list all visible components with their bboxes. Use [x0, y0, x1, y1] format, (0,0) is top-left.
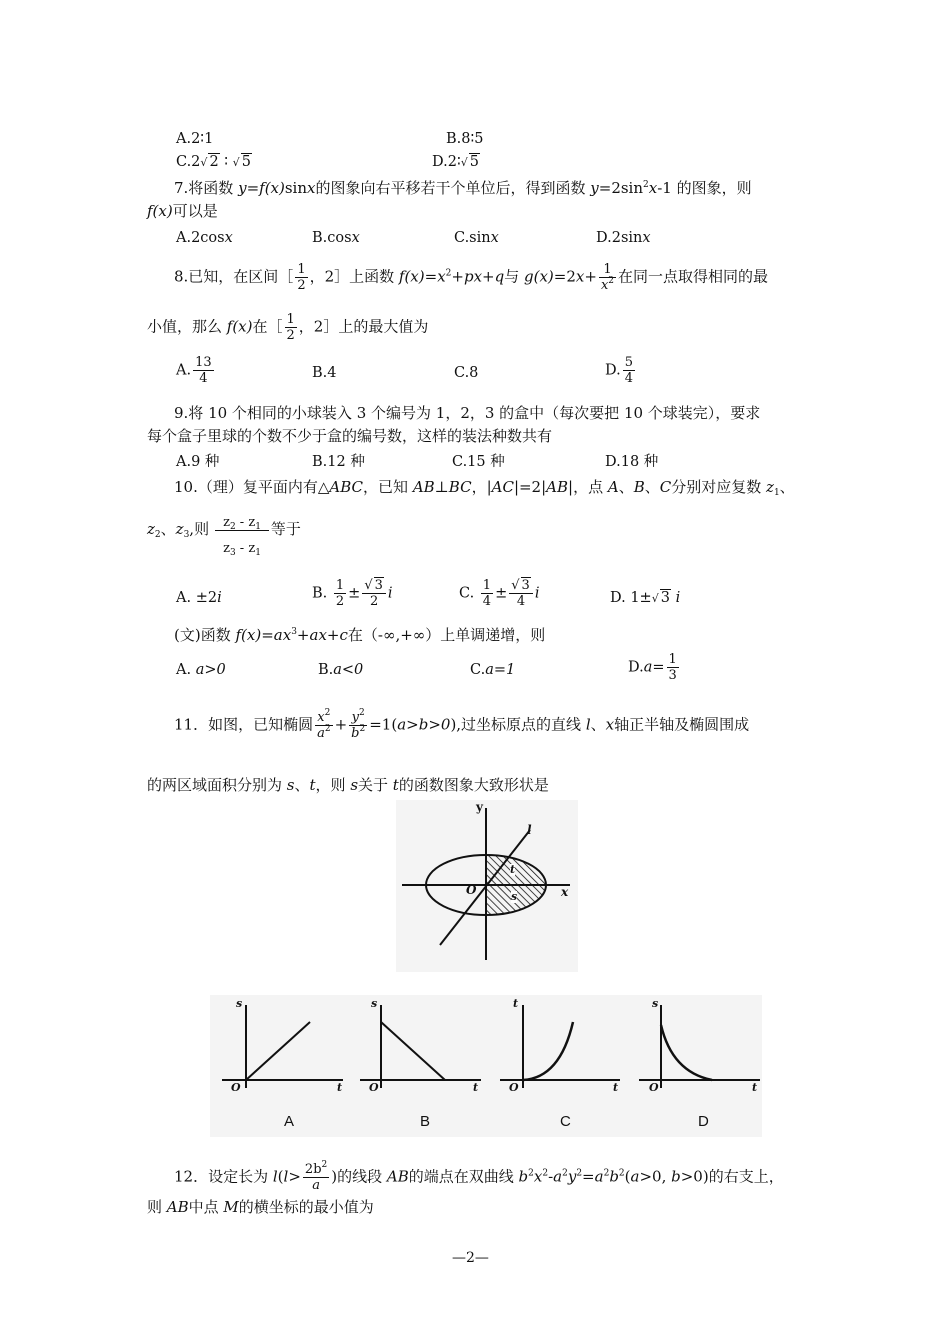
graph-d-label-s: s	[652, 997, 659, 1010]
graph-a-caption: A	[284, 1113, 295, 1130]
q10-wen-stem: (文)函数 $f(x)=ax^3+ax+c$在（-∞,+∞）上单调递增，则	[174, 626, 546, 644]
graph-a-label-s: s	[236, 997, 243, 1010]
q7-stem-line1: 7.将函数 y=f(x)sinx的图象向右平移若干个单位后，得到函数 $y=2\sin^2x-1$ 的图象，则	[174, 179, 752, 197]
q11-stem-line1: 11．如图，已知椭圆 $\frac{x^2}{a^2}$ + $\frac{y^2}{b^2}$ =1(a>b>0),过坐标原点的直线 l、x轴正半轴及椭圆围成	[174, 708, 750, 741]
graph-d	[639, 1005, 760, 1088]
graph-a-label-t: t	[337, 1081, 343, 1094]
q7-option-c: C.sinx	[454, 230, 499, 246]
q10-wen-option-d: D.a= $\frac{1}{3}$	[628, 652, 677, 683]
graph-a-label-o: O	[231, 1081, 241, 1094]
q8-stem-line2: 小值，那么 f(x)在［ $\frac{1}{2}$ ，2］上的最大值为	[147, 312, 429, 343]
q7-option-d: D.2sinx	[596, 230, 651, 246]
q9-option-b: B.12 种	[312, 454, 365, 470]
q10-wen-option-c: C.a=1	[470, 662, 516, 678]
graph-a-curve	[246, 1022, 310, 1080]
graph-c-caption: C	[560, 1113, 571, 1130]
q10-option-d: D. 1±√ 3 i	[610, 590, 681, 606]
q7-stem-line2: f(x)可以是	[147, 202, 218, 220]
fig-label-x: x	[561, 885, 569, 899]
graph-c-label-t: t	[613, 1081, 619, 1094]
q6-option-b: B.8∶5	[446, 131, 484, 147]
q10-option-c: C. $\frac{1}{4}$ ± $\frac{√ 3}{4}$ i	[459, 578, 540, 609]
graph-d-label-t: t	[752, 1081, 758, 1094]
fig-label-t: t	[510, 863, 516, 876]
q9-option-c: C.15 种	[452, 454, 505, 470]
graph-b-label-t: t	[473, 1081, 479, 1094]
q8-option-a: A. $\frac{13}{4}$	[176, 355, 212, 386]
fig-label-l: l	[527, 823, 532, 837]
graph-d-curve	[661, 1025, 712, 1080]
q10-stem-line2: $z_2$、$z_3$,则 $\frac{z_2 - z_1}{z_3 - z_1}$ 等于	[147, 515, 301, 558]
q11-stem-line2: 的两区域面积分别为 s、t，则 s关于 t的函数图象大致形状是	[147, 776, 549, 794]
q8-option-b: B.4	[312, 365, 337, 381]
graph-c-label-s: t	[513, 997, 519, 1010]
graph-b	[360, 1005, 481, 1088]
page-number: —2—	[452, 1250, 489, 1266]
graph-b-curve	[381, 1022, 445, 1080]
graph-b-label-s: s	[371, 997, 378, 1010]
q6-option-c: C.2√ 2 ∶ √ 5	[176, 154, 251, 170]
graph-a	[222, 1005, 343, 1088]
q7-option-a: A.2cosx	[176, 230, 233, 246]
q12-stem-line2: 则 AB中点 M的横坐标的最小值为	[147, 1198, 374, 1216]
q9-stem-line1: 9.将 10 个相同的小球装入 3 个编号为 1，2，3 的盒中（每次要把 10 个球装完），要求	[174, 404, 761, 422]
q9-stem-line2: 每个盒子里球的个数不少于盒的编号数，这样的装法种数共有	[147, 427, 553, 445]
q9-option-a: A.9 种	[176, 454, 220, 470]
graph-b-caption: B	[420, 1113, 431, 1130]
q8-stem-line1: 8.已知，在区间［ $\frac{1}{2}$ ，2］上函数 $f(x)=x^2+px+q$与 g(x)=2x+ $\frac{1}{x^2}$ 在同一点取得相同的最	[174, 262, 769, 293]
graph-d-caption: D	[698, 1113, 709, 1130]
q6-option-d: D.2∶√ 5	[432, 154, 479, 170]
q8-option-c: C.8	[454, 365, 479, 381]
q7-option-b: B.cosx	[312, 230, 360, 246]
q8-option-d: D. $\frac{5}{4}$	[605, 355, 633, 386]
graph-d-label-o: O	[649, 1081, 659, 1094]
graph-c-label-o: O	[509, 1081, 519, 1094]
graph-c	[500, 1005, 620, 1088]
graph-c-curve	[523, 1022, 573, 1080]
q12-stem-line1: 12．设定长为 l(l> $\frac{2b^2}{a}$ )的线段 AB的端点在双曲线 $b^2x^2-a^2y^2=a^2b^2(a>0$, b>0)的右支上，	[174, 1160, 784, 1193]
q10-wen-option-a: A. a>0	[176, 662, 226, 678]
q9-option-d: D.18 种	[605, 454, 659, 470]
fig-label-y: y	[476, 800, 483, 814]
fig-label-origin: O	[466, 883, 477, 897]
q10-option-a: A. ±2i	[176, 590, 222, 606]
q10-stem-line1: 10.（理）复平面内有△ABC，已知 AB⊥BC，|AC|=2|AB|，点 A、B、C分别对应复数 $z_1$、	[174, 478, 795, 498]
q10-option-b: B. $\frac{1}{2}$ ± $\frac{√ 3}{2}$ i	[312, 578, 393, 609]
fig-label-s: s	[511, 890, 518, 903]
q6-option-a: A.2∶1	[176, 131, 214, 147]
q10-wen-option-b: B.a<0	[318, 662, 364, 678]
graph-b-label-o: O	[369, 1081, 379, 1094]
